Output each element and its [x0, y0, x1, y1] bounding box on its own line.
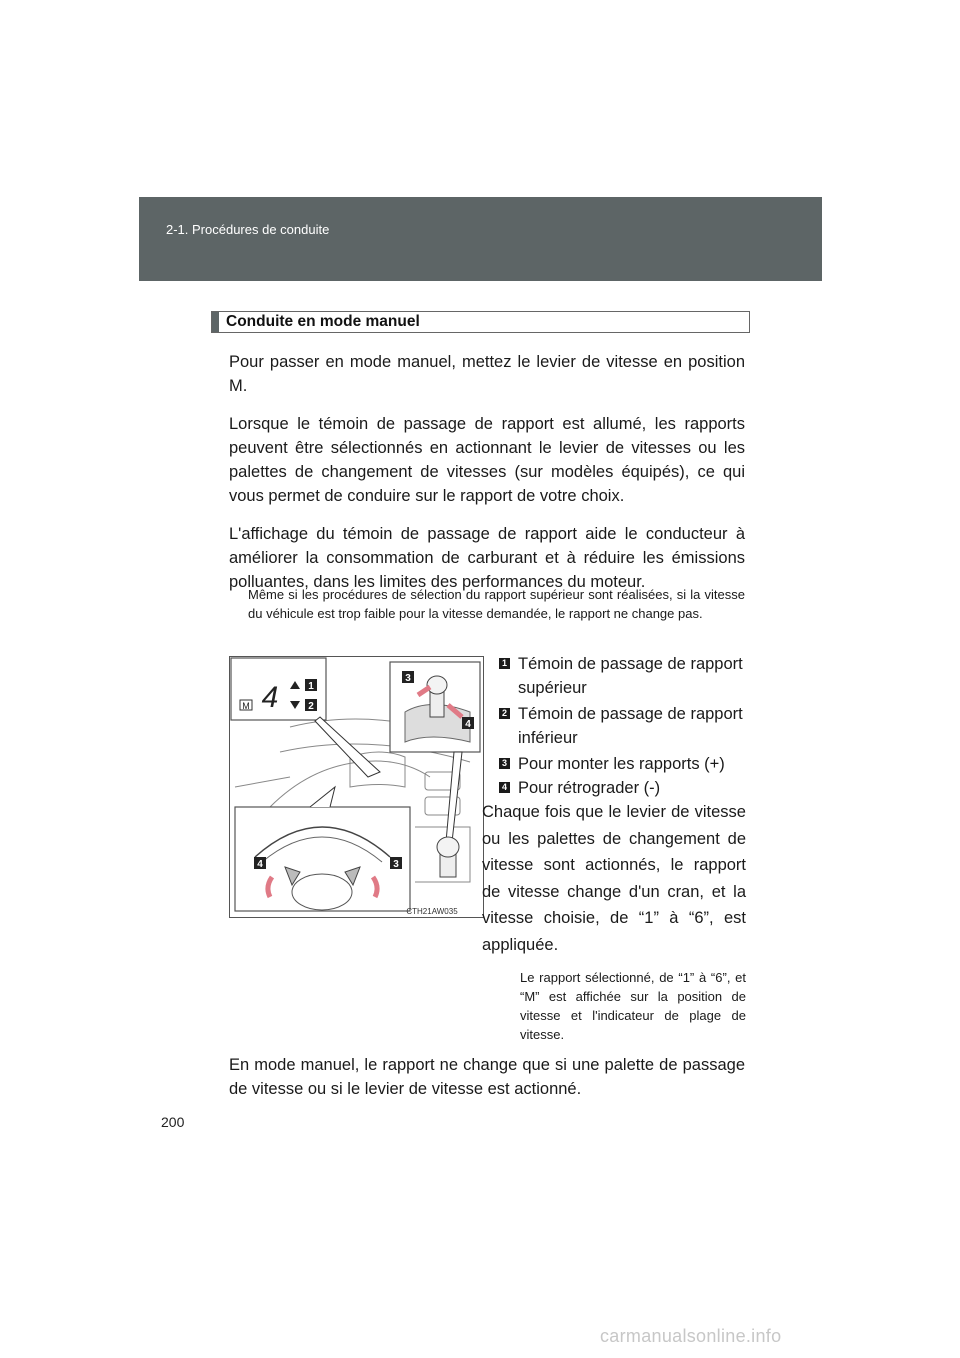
callout-3-shifter: 3 [405, 673, 411, 684]
callout-3-wheel: 3 [393, 859, 399, 870]
legend-number: 3 [499, 758, 510, 769]
callout-1: 1 [308, 681, 314, 692]
callout-4-wheel: 4 [257, 859, 263, 870]
section-title: Conduite en mode manuel [226, 313, 420, 330]
legend-text: Pour rétrograder (-) [518, 779, 661, 797]
paragraph-2: Lorsque le témoin de passage de rapport est allumé, les rapports peuvent être sélectionnés en actionnant le levier de vitesses ou les palettes de changement de vitesses (sur modèles équipés), ce qui vous permet de conduire sur le rapport de votre choix. [229, 415, 745, 505]
legend-text: Pour monter les rapports (+) [518, 755, 725, 773]
legend-number: 4 [499, 782, 510, 793]
header-band [139, 197, 822, 281]
final-paragraph: En mode manuel, le rapport ne change que si une palette de passage de vitesse ou si le levier de vitesse est actionné. [229, 1056, 745, 1098]
section-label: 2-1. Procédures de conduite [166, 222, 330, 237]
legend-number: 1 [499, 658, 510, 669]
callout-2: 2 [308, 701, 314, 712]
legend-list [499, 652, 749, 800]
legend-item [499, 776, 749, 800]
legend-number: 2 [499, 708, 510, 719]
section-heading [211, 311, 750, 333]
illustration-svg [230, 657, 483, 917]
paddle-shift-illustration [229, 656, 484, 918]
callout-4-shifter: 4 [465, 719, 471, 730]
legend-item [499, 752, 749, 776]
mode-letter: M [242, 701, 250, 711]
page-number: 200 [161, 1114, 185, 1130]
watermark: carmanualsonline.info [600, 1326, 782, 1346]
legend-text: Témoin de passage de rapport inférieur [518, 705, 743, 747]
paragraph-1: Pour passer en mode manuel, mettez le levier de vitesse en position M. [229, 353, 745, 395]
note-1: Même si les procédures de sélection du rapport supérieur sont réalisées, si la vitesse du véhicule est trop faible pour la vitesse demandée, le rapport ne change pas. [248, 587, 745, 621]
legend-item [499, 702, 749, 752]
legend-item [499, 652, 749, 702]
side-note: Le rapport sélectionné, de “1” à “6”, et “M” est affichée sur la position de vitesse et l'indicateur de plage de vitesse. [520, 970, 746, 1042]
figure-code: CTH21AW035 [406, 907, 458, 916]
paragraph-3: L'affichage du témoin de passage de rapport aide le conducteur à améliorer la consommation de carburant et à réduire les émissions polluantes, dans les limites des performances du moteur. [229, 525, 745, 591]
side-paragraph: Chaque fois que le levier de vitesse ou les palettes de changement de vitesse sont actionnés, le rapport de vitesse change d'un cran, et la vitesse choisie, de “1” à “6”, est appliquée. [482, 803, 746, 954]
legend-text: Témoin de passage de rapport supérieur [518, 655, 743, 697]
heading-accent-bar [212, 312, 219, 332]
gear-digit: 4 [261, 681, 279, 714]
